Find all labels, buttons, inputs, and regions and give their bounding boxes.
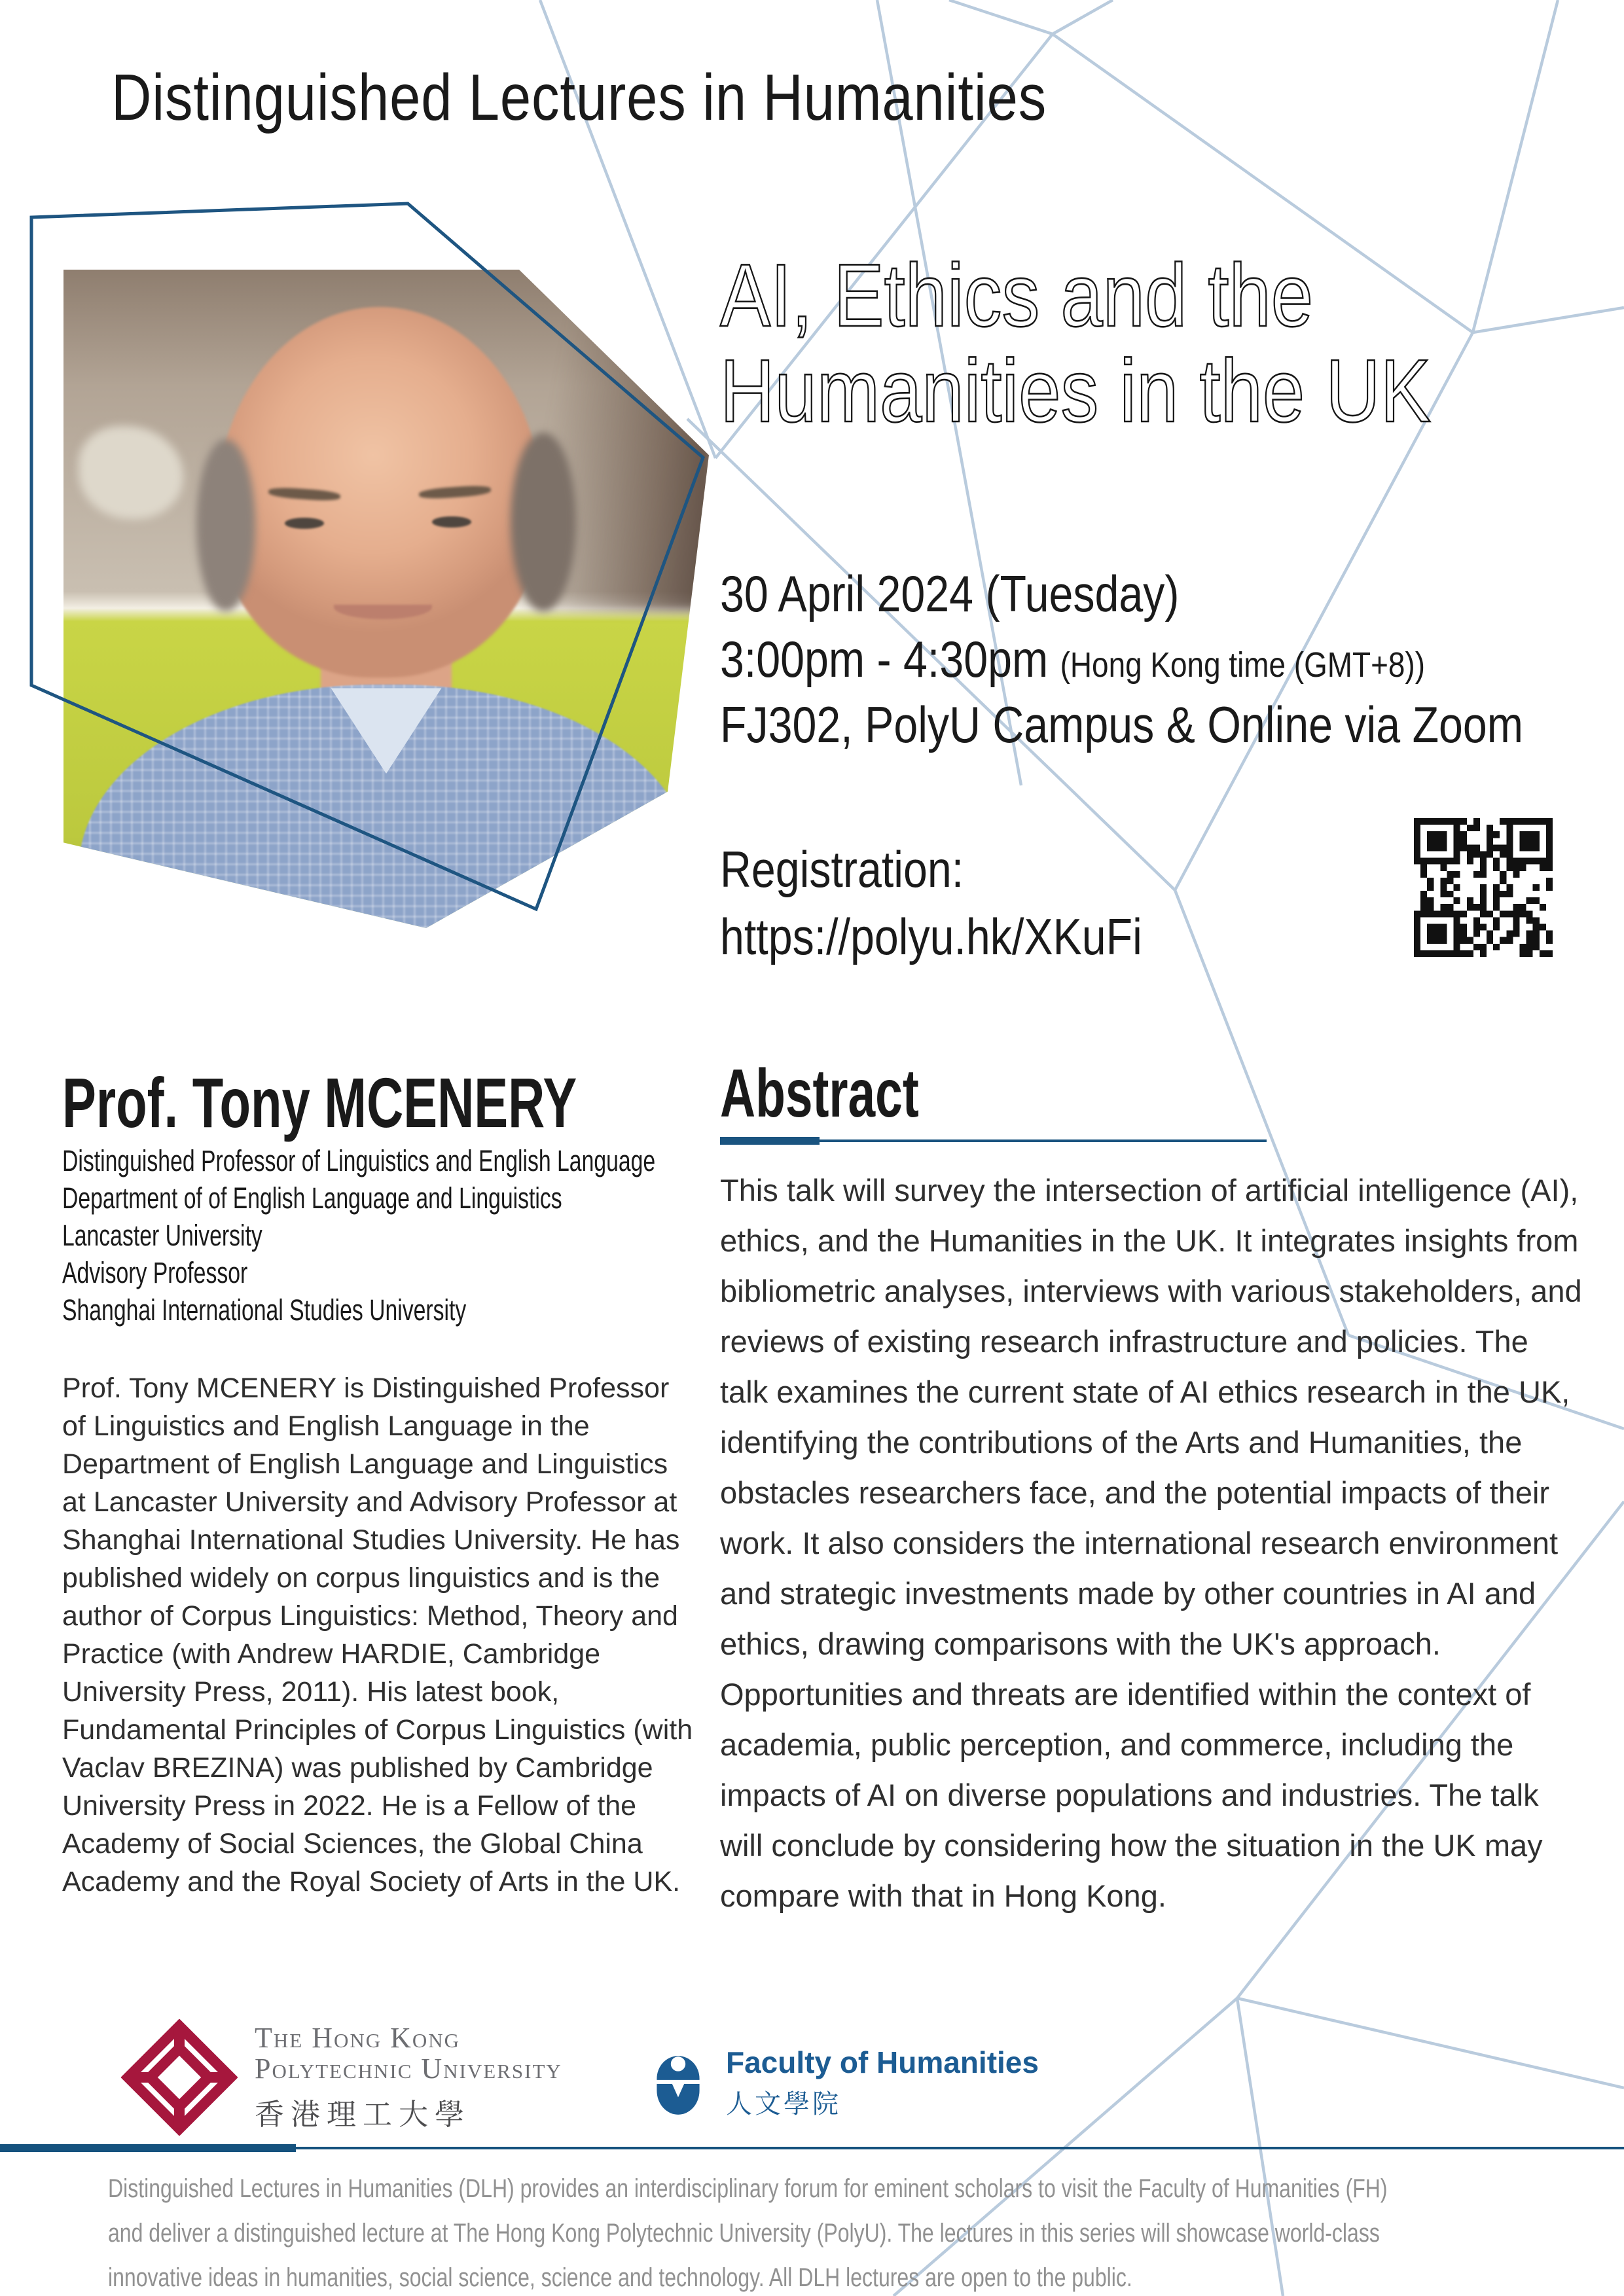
affiliation-line: Department of of English Language and Linguistics: [62, 1181, 562, 1215]
photo-eye-right: [432, 516, 471, 528]
registration-url-text[interactable]: https://polyu.hk/XKuFi: [720, 908, 1142, 965]
affiliation-line: Distinguished Professor of Linguistics and English Language: [62, 1144, 656, 1177]
registration-label: [720, 840, 1217, 907]
photo-hair-left: [196, 439, 255, 611]
abstract-body: This talk will survey the intersection of artificial intelligence (AI), ethics, and the Humanities in the UK. It integrates insights from bibliometric analyses, interviews with various stakeholders, and reviews of existing research infrastructure and policies. The talk examines the current state of AI ethics research in the UK, identifying the contributions of the Arts and Humanities, the obstacles researchers face, and the potential impacts of their work. It also considers the international research environment and strategic investments made by other countries in AI and ethics, drawing comparisons with the UK's approach. Opportunities and threats are identified within the context of academia, public perception, and commerce, including the impacts of AI on diverse populations and industries. The talk will conclude by considering how the situation in the UK may compare with that in Hong Kong.: [720, 1173, 1582, 1913]
photo-eye-left: [285, 518, 324, 529]
series-title-text: Distinguished Lectures in Humanities: [111, 61, 1047, 134]
registration-label-text: Registration:: [720, 840, 964, 898]
event-date-text: 30 April 2024 (Tuesday): [720, 565, 1180, 622]
series-title: [111, 60, 1212, 135]
event-details: [720, 564, 1624, 761]
photo-background-object: [79, 426, 183, 519]
abstract-divider-thin: [820, 1139, 1267, 1142]
footer-line: innovative ideas in humanities, social science, science and technology. All DLH lectures are open to the public.: [108, 2263, 1132, 2292]
polyu-logo-icon: [121, 2019, 238, 2136]
polyu-logo: [121, 2019, 562, 2136]
registration-block: [720, 840, 1217, 975]
event-date: [720, 564, 1624, 630]
photo-hair-right: [511, 433, 576, 611]
speaker-name: [62, 1062, 777, 1143]
faculty-of-humanities-logo: [645, 2045, 1039, 2121]
polyu-name-chinese: 香港理工大學: [255, 2097, 471, 2131]
footer-description: [108, 2174, 1624, 2296]
footer-divider-thin: [296, 2147, 1624, 2149]
speaker-bio: Prof. Tony MCENERY is Distinguished Professor of Linguistics and English Language in the Department of English Language and Linguistics at Lancaster University and Advisory Professor at Shanghai International Studies University. He has published widely on corpus linguistics and is the author of Corpus Linguistics: Method, Theory and Practice (with Andrew HARDIE, Cambridge University Press, 2011). His latest book, Fundamental Principles of Corpus Linguistics (with Vaclav BREZINA) was published by Cambridge University Press in 2022. He is a Fellow of the Academy of Social Sciences, the Global China Academy and the Royal Society of Arts in the UK.: [62, 1372, 693, 1897]
footer-divider-thick: [0, 2144, 296, 2152]
fh-name-chinese: 人文學院: [726, 2090, 841, 2119]
registration-link[interactable]: [720, 907, 1217, 975]
speaker-photo: [59, 267, 713, 929]
footer-line: and deliver a distinguished lecture at The Hong Kong Polytechnic University (PolyU). The lectures in this series will showcase world-class: [108, 2219, 1380, 2248]
affiliation-line: Advisory Professor: [62, 1256, 248, 1289]
polyu-logo-text: [255, 2022, 562, 2133]
fh-logo-text: [726, 2045, 1039, 2121]
fh-name-english: Faculty of Humanities: [726, 2045, 1039, 2079]
speaker-name-text: Prof. Tony MCENERY: [62, 1063, 577, 1142]
qr-code: [1414, 818, 1553, 957]
polyu-name-line2: Polytechnic University: [255, 2052, 562, 2085]
event-time-note: (Hong Kong time (GMT+8)): [1060, 645, 1425, 685]
abstract-divider: [720, 1137, 1267, 1145]
abstract-divider-thick: [720, 1137, 820, 1145]
talk-title-line1: AI, Ethics and the: [720, 245, 1314, 345]
fh-logo-icon: [645, 2047, 712, 2120]
polyu-name-line1: The Hong Kong: [255, 2021, 461, 2054]
abstract-heading: [720, 1055, 996, 1133]
event-time-main: 3:00pm - 4:30pm: [720, 630, 1049, 688]
event-venue-text: FJ302, PolyU Campus & Online via Zoom: [720, 696, 1524, 753]
abstract-heading-text: Abstract: [720, 1056, 919, 1132]
talk-title: [720, 247, 1556, 439]
talk-title-line2: Humanities in the UK: [720, 341, 1431, 440]
event-venue: [720, 695, 1624, 761]
affiliation-line: Shanghai International Studies University: [62, 1293, 467, 1327]
footer-line: Distinguished Lectures in Humanities (DLH) provides an interdisciplinary forum for eminent scholars to visit the Faculty of Humanities (FH): [108, 2174, 1388, 2203]
affiliation-line: Lancaster University: [62, 1219, 262, 1252]
event-time: [720, 630, 1624, 695]
